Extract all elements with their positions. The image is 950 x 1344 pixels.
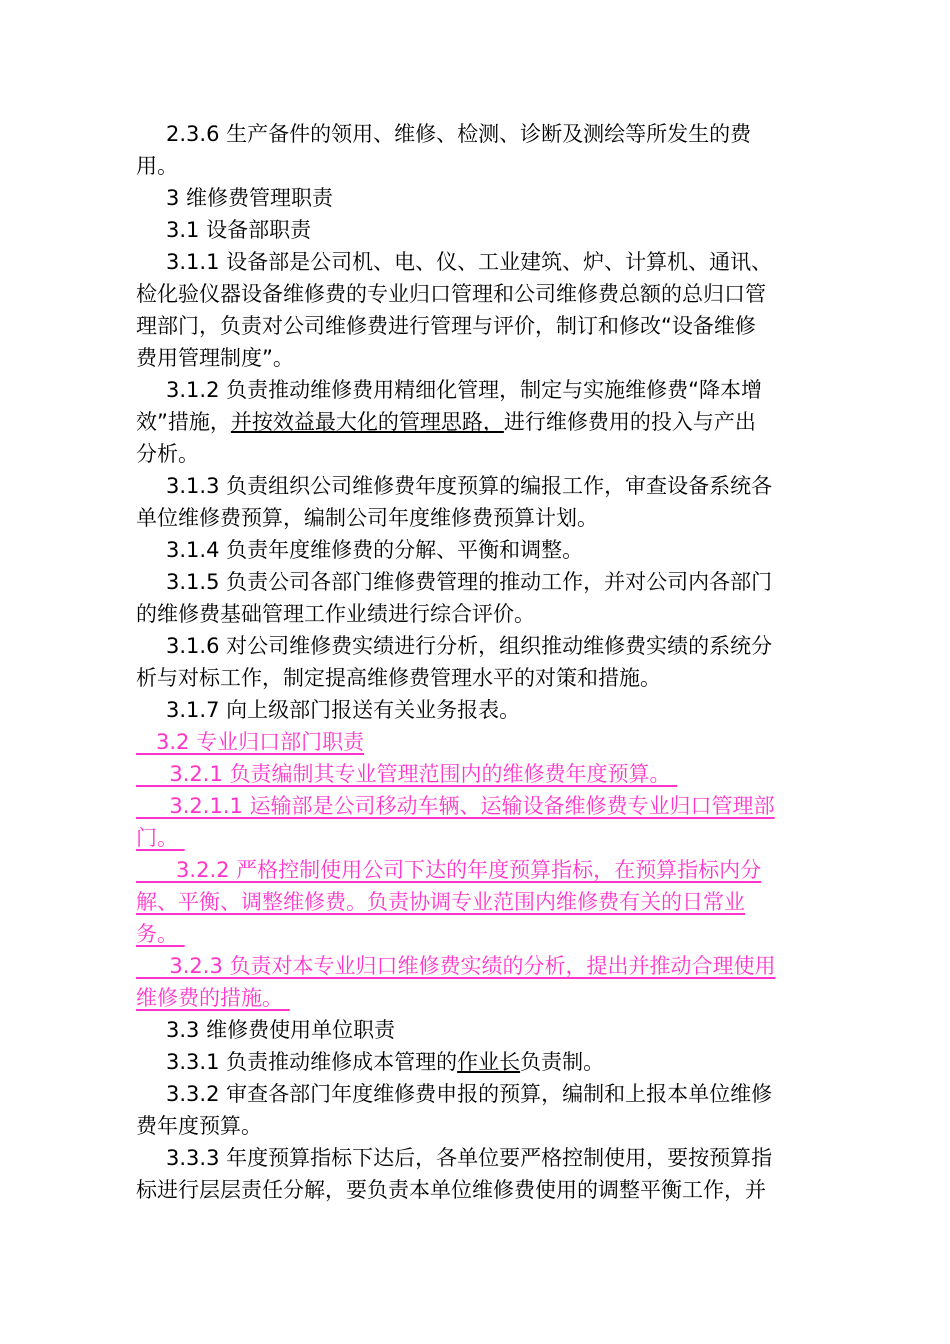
text-segment: 负责制。 xyxy=(520,1050,605,1074)
revised-text-line xyxy=(136,822,816,854)
text-segment: 3.1.6 对公司维修费实绩进行分析，组织推动维修费实绩的系统分 xyxy=(166,634,773,658)
text-line xyxy=(136,1174,816,1206)
text-line xyxy=(136,1142,816,1174)
revised-text-line xyxy=(136,854,816,886)
text-line xyxy=(136,694,816,726)
text-segment: 费年度预算。 xyxy=(136,1114,262,1138)
text-segment: 的维修费基础管理工作业绩进行综合评价。 xyxy=(136,602,535,626)
text-segment: 3 维修费管理职责 xyxy=(166,186,334,210)
text-line xyxy=(136,566,816,598)
revised-text-line xyxy=(136,918,816,950)
underlined-text: 并按效益最大化的管理思路， xyxy=(230,410,504,434)
text-line xyxy=(136,1046,816,1078)
text-line xyxy=(136,150,816,182)
text-line xyxy=(136,630,816,662)
text-segment: 3.3.2 审查各部门年度维修费申报的预算，编制和上报本单位维修 xyxy=(166,1082,773,1106)
document-page xyxy=(136,118,816,1206)
text-segment: 效”措施， xyxy=(136,410,231,434)
text-segment: 维修费的措施。 xyxy=(136,986,290,1010)
text-segment: 务。 xyxy=(136,922,185,946)
text-segment: 3.1.7 向上级部门报送有关业务报表。 xyxy=(166,698,521,722)
revised-text-line xyxy=(136,726,816,758)
text-line xyxy=(136,342,816,374)
text-line xyxy=(136,310,816,342)
text-line xyxy=(136,246,816,278)
text-segment: 3.3.3 年度预算指标下达后，各单位要严格控制使用，要按预算指 xyxy=(166,1146,773,1170)
text-segment: 门。 xyxy=(136,826,185,850)
text-line xyxy=(136,502,816,534)
revised-text-line xyxy=(136,758,816,790)
text-segment: 3.1.2 负责推动维修费用精细化管理，制定与实施维修费“降本增 xyxy=(166,378,762,402)
text-line xyxy=(136,406,816,438)
text-line xyxy=(136,1078,816,1110)
text-segment: 3.1 设备部职责 xyxy=(166,218,312,242)
revised-text-line xyxy=(136,982,816,1014)
text-segment: 费用管理制度”。 xyxy=(136,346,294,370)
revised-text-line xyxy=(136,790,816,822)
text-segment: 2.3.6 生产备件的领用、维修、检测、诊断及测绘等所发生的费 xyxy=(166,122,752,146)
revised-text-line xyxy=(136,886,816,918)
text-segment: 3.1.4 负责年度维修费的分解、平衡和调整。 xyxy=(166,538,584,562)
text-segment: 解、平衡、调整维修费。负责协调专业范围内维修费有关的日常业 xyxy=(136,890,745,914)
text-line xyxy=(136,278,816,310)
text-segment: 3.1.1 设备部是公司机、电、仪、工业建筑、炉、计算机、通讯、 xyxy=(166,250,773,274)
text-segment: 进行维修费用的投入与产出 xyxy=(503,410,756,434)
text-segment: 析与对标工作，制定提高维修费管理水平的对策和措施。 xyxy=(136,666,661,690)
text-line xyxy=(136,182,816,214)
text-segment: 分析。 xyxy=(136,442,199,466)
text-line xyxy=(136,118,816,150)
text-segment: 3.1.5 负责公司各部门维修费管理的推动工作，并对公司内各部门 xyxy=(166,570,773,594)
text-segment: 3.1.3 负责组织公司维修费年度预算的编报工作，审查设备系统各 xyxy=(166,474,773,498)
text-segment: 3.2.1 负责编制其专业管理范围内的维修费年度预算。 xyxy=(136,762,678,786)
text-segment: 标进行层层责任分解，要负责本单位维修费使用的调整平衡工作，并 xyxy=(136,1178,766,1202)
text-segment: 理部门，负责对公司维修费进行管理与评价，制订和修改“设备维修 xyxy=(136,314,756,338)
revised-text-line xyxy=(136,950,816,982)
text-segment: 3.2.1.1 运输部是公司移动车辆、运输设备维修费专业归口管理部 xyxy=(136,794,775,818)
text-line xyxy=(136,1014,816,1046)
text-segment: 3.2.3 负责对本专业归口维修费实绩的分析，提出并推动合理使用 xyxy=(136,954,776,978)
text-segment: 用。 xyxy=(136,154,178,178)
text-segment: 3.2 专业归口部门职责 xyxy=(136,730,365,754)
text-segment: 3.2.2 严格控制使用公司下达的年度预算指标，在预算指标内分 xyxy=(136,858,762,882)
text-line xyxy=(136,374,816,406)
text-line xyxy=(136,214,816,246)
text-segment: 3.3.1 负责推动维修成本管理的 xyxy=(166,1050,458,1074)
text-segment: 检化验仪器设备维修费的专业归口管理和公司维修费总额的总归口管 xyxy=(136,282,766,306)
text-line xyxy=(136,470,816,502)
text-segment: 单位维修费预算，编制公司年度维修费预算计划。 xyxy=(136,506,598,530)
text-line xyxy=(136,662,816,694)
text-line xyxy=(136,598,816,630)
underlined-text: 作业长 xyxy=(457,1050,521,1074)
text-segment: 3.3 维修费使用单位职责 xyxy=(166,1018,396,1042)
text-line xyxy=(136,1110,816,1142)
text-line xyxy=(136,534,816,566)
text-line xyxy=(136,438,816,470)
